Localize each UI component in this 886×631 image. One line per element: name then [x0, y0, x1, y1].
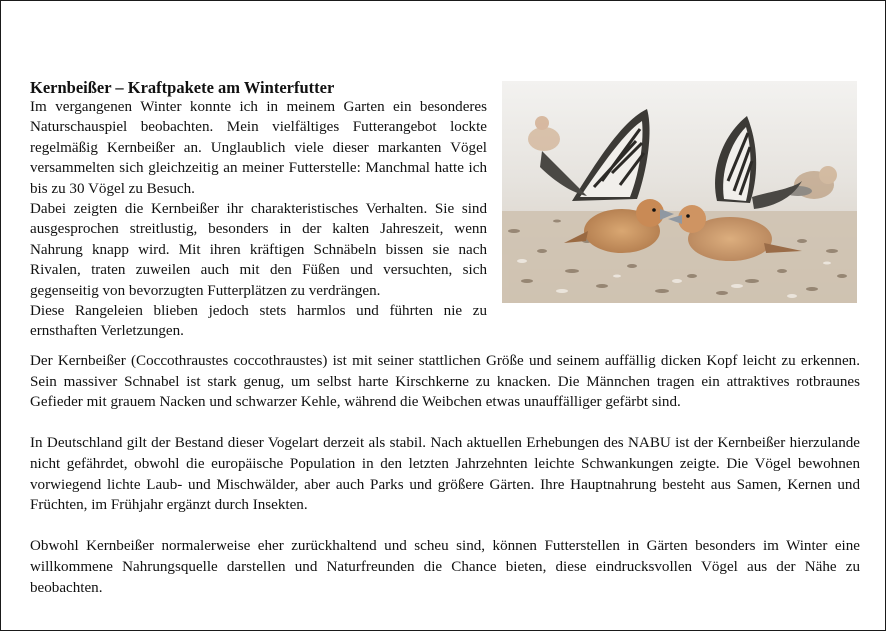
article-title: Kernbeißer – Kraftpakete am Winterfutter	[30, 78, 335, 97]
hawfinch-photo	[502, 81, 857, 303]
intro-paragraph: Dabei zeigten die Kernbeißer ihr charakteristisches Verhalten. Sie sind ausgesprochen streitlustig, besonders in der kalten Jahreszeit, wenn Nahrung knapp wird. Mit ihren kräftigen Schnäbeln bissen sie nach Rivalen, traten zuweilen auch mit den Füßen und versuchten, sich gegenseitig von bevorzugten Futterplätzen zu verdrängen.	[30, 201, 487, 299]
body-paragraph: Der Kernbeißer (Coccothraustes coccothraustes) ist mit seiner stattlichen Größe und seinem auffällig dicken Kopf leicht zu erkennen. Sein massiver Schnabel ist stark genug, um selbst harte Kirschkerne zu knacken. Die Männchen tragen ein attraktives rotbraunes Gefieder mit grauem Nacken und schwarzer Kehle, während die Weibchen etwas unauffälliger gefärbt sind.	[30, 353, 860, 411]
intro-paragraph: Im vergangenen Winter konnte ich in meinem Garten ein besonderes Naturschauspiel beobachten. Mein vielfältiges Futterangebot lockte regelmäßig Kernbeißer an. Unglaublich viele dieser markanten Vögel versammelten sich gleichzeitig an meiner Futterstelle: Manchmal hatte ich bis zu 30 Vögel zu Besuch.	[30, 99, 487, 197]
article-body	[30, 351, 860, 619]
intro-paragraph: Diese Rangeleien blieben jedoch stets harmlos und führten nie zu ernsthaften Verletzungen.	[30, 303, 487, 340]
intro-text	[30, 97, 487, 342]
body-paragraph: Obwohl Kernbeißer normalerweise eher zurückhaltend und scheu sind, können Futterstellen in Gärten besonders im Winter eine willkommene Nahrungsquelle darstellen und Naturfreunden die Chance bieten, diese eindrucksvollen Vögel aus der Nähe zu beobachten.	[30, 538, 860, 596]
body-paragraph: In Deutschland gilt der Bestand dieser Vogelart derzeit als stabil. Nach aktuellen Erhebungen des NABU ist der Kernbeißer hierzulande nicht gefährdet, obwohl die europäische Population in den letzten Jahrzehnten leichte Schwankungen zeigte. Die Vögel bewohnen vorwiegend lichte Laub- und Mischwälder, aber auch Parks und größere Gärten. Ihre Hauptnahrung besteht aus Samen, Kernen und Früchten, im Frühjahr ergänzt durch Insekten.	[30, 435, 860, 514]
